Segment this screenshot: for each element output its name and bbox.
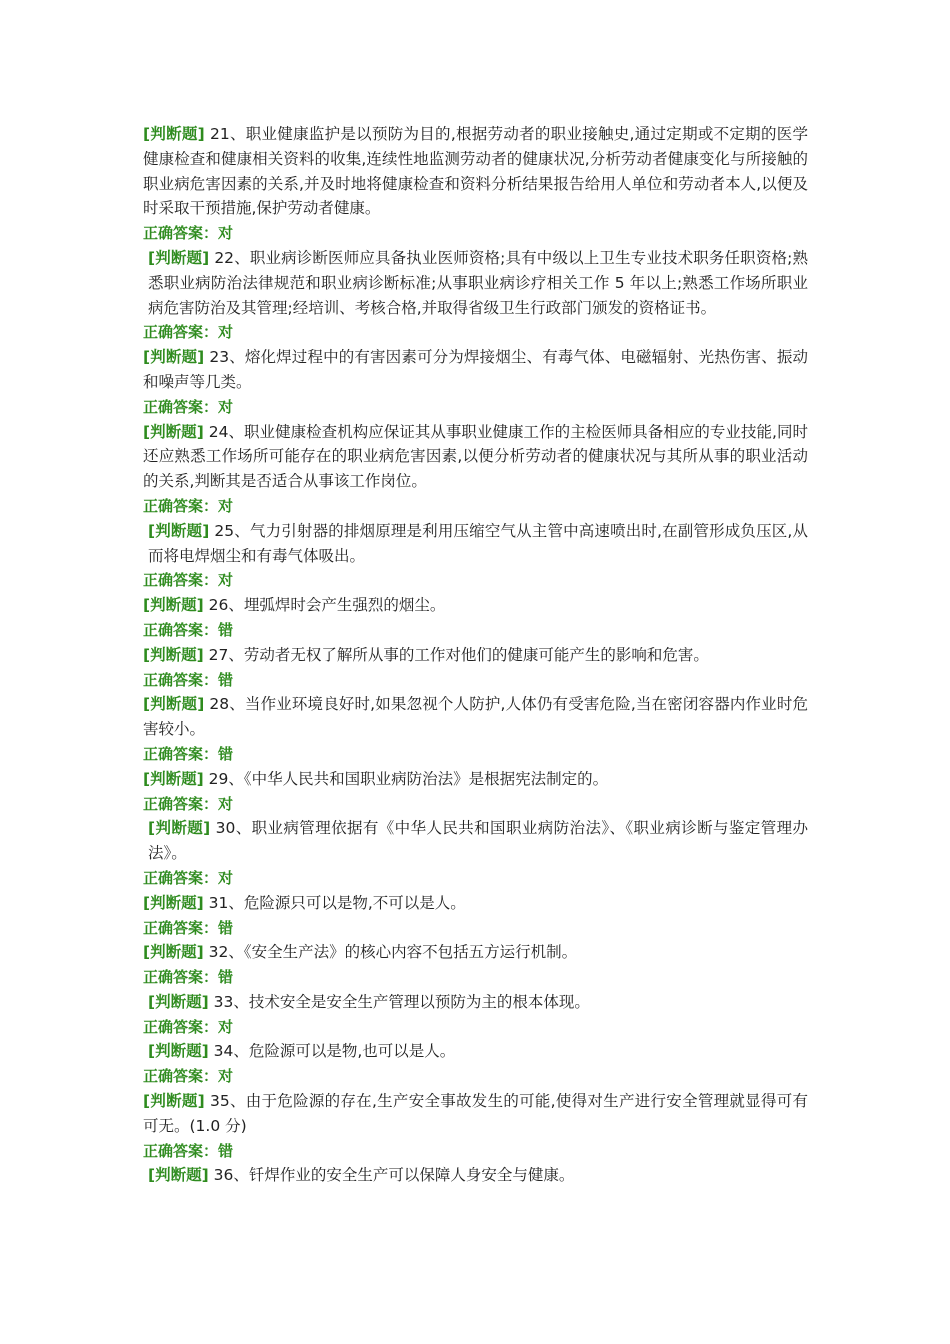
correct-answer: 正确答案：对 (143, 224, 234, 243)
correct-answer: 正确答案：对 (143, 1017, 234, 1036)
correct-answer: 正确答案：对 (143, 1067, 234, 1086)
question-text: 23、熔化焊过程中的有害因素可分为焊接烟尘、有毒气体、电磁辐射、光热伤害、振动和噪声等几类。 (143, 348, 809, 391)
question-text: 22、职业病诊断医师应具备执业医师资格;具有中级以上卫生专业技术职务任职资格;熟悉职业病防治法律规范和职业病诊断标准;从事职业病诊疗相关工作 5 年以上;熟悉工作场所职业病危害防治及其管理;经培训、考核合格,并取得省级卫生行政部门颁发的资格证书。 (148, 248, 808, 317)
correct-answer: 正确答案：错 (143, 670, 234, 689)
question-type-tag: [判断题] (148, 1166, 209, 1185)
question-text: 34、危险源可以是物,也可以是人。 (208, 1042, 456, 1061)
question-item (143, 767, 808, 792)
question-item (143, 990, 808, 1015)
question-text: 32、《安全生产法》的核心内容不包括五方运行机制。 (203, 943, 578, 962)
correct-answer: 正确答案：错 (143, 968, 234, 987)
question-text: 33、技术安全是安全生产管理以预防为主的根本体现。 (208, 992, 590, 1011)
question-item (143, 692, 808, 742)
question-text: 24、职业健康检查机构应保证其从事职业健康工作的主检医师具备相应的专业技能,同时还应熟悉工作场所可能存在的职业病危害因素,以便分析劳动者的健康状况与其所从事的职业活动的关系,判断其是否适合从事该工作岗位。 (143, 422, 808, 491)
question-type-tag: [判断题] (143, 943, 204, 962)
correct-answer: 正确答案：错 (143, 1141, 234, 1160)
question-type-tag: [判断题] (143, 1092, 205, 1111)
question-text: 21、职业健康监护是以预防为目的,根据劳动者的职业接触史,通过定期或不定期的医学健康检查和健康相关资料的收集,连续性地监测劳动者的健康状况,分析劳动者健康变化与所接触的职业病危害因素的关系,并及时地将健康检查和资料分析结果报告给用人单位和劳动者本人,以便及时采取干预措施,保护劳动者健康。 (143, 125, 809, 218)
question-type-tag: [判断题] (143, 695, 205, 714)
question-item (143, 345, 808, 395)
question-text: 36、钎焊作业的安全生产可以保障人身安全与健康。 (208, 1166, 575, 1185)
question-text: 30、职业病管理依据有《中华人民共和国职业病防治法》、《职业病诊断与鉴定管理办法》。 (148, 819, 809, 863)
question-item (143, 420, 808, 494)
question-item (143, 643, 808, 668)
question-item (143, 1089, 808, 1139)
question-type-tag: [判断题] (143, 348, 205, 367)
question-text: 29、《中华人民共和国职业病防治法》是根据宪法制定的。 (203, 769, 609, 788)
question-item (143, 122, 808, 221)
question-type-tag: [判断题] (148, 819, 211, 838)
question-text: 31、危险源只可以是物,不可以是人。 (203, 893, 466, 912)
question-item (143, 816, 808, 866)
correct-answer: 正确答案：对 (143, 868, 234, 887)
correct-answer: 正确答案：对 (143, 496, 234, 515)
question-type-tag: [判断题] (148, 992, 209, 1011)
question-type-tag: [判断题] (148, 248, 210, 267)
question-text: 26、埋弧焊时会产生强烈的烟尘。 (203, 596, 446, 615)
question-item (143, 519, 808, 569)
question-type-tag: [判断题] (143, 769, 204, 788)
question-type-tag: [判断题] (148, 521, 210, 540)
question-text: 28、当作业环境良好时,如果忽视个人防护,人体仍有受害危险,当在密闭容器内作业时危害较小。 (143, 695, 808, 739)
question-text: 35、由于危险源的存在,生产安全事故发生的可能,使得对生产进行安全管理就显得可有可无。(1.0 分) (143, 1092, 809, 1135)
question-type-tag: [判断题] (143, 422, 204, 441)
correct-answer: 正确答案：错 (143, 918, 234, 937)
question-item (143, 1163, 808, 1188)
question-type-tag: [判断题] (143, 596, 204, 615)
question-item (143, 246, 808, 320)
correct-answer: 正确答案：错 (143, 620, 234, 639)
question-type-tag: [判断题] (143, 125, 205, 143)
correct-answer: 正确答案：对 (143, 323, 234, 342)
question-type-tag: [判断题] (148, 1042, 209, 1061)
question-type-tag: [判断题] (143, 893, 204, 912)
question-item (143, 891, 808, 916)
question-text: 25、气力引射器的排烟原理是利用压缩空气从主管中高速喷出时,在副管形成负压区,从而将电焊烟尘和有毒气体吸出。 (148, 521, 808, 565)
question-item (143, 593, 808, 618)
correct-answer: 正确答案：错 (143, 744, 234, 763)
correct-answer: 正确答案：对 (143, 794, 234, 813)
question-item (143, 1039, 808, 1064)
question-list (143, 122, 808, 1188)
question-text: 27、劳动者无权了解所从事的工作对他们的健康可能产生的影响和危害。 (203, 645, 709, 664)
correct-answer: 正确答案：对 (143, 571, 234, 590)
question-type-tag: [判断题] (143, 645, 204, 664)
question-item (143, 940, 808, 965)
correct-answer: 正确答案：对 (143, 397, 234, 416)
